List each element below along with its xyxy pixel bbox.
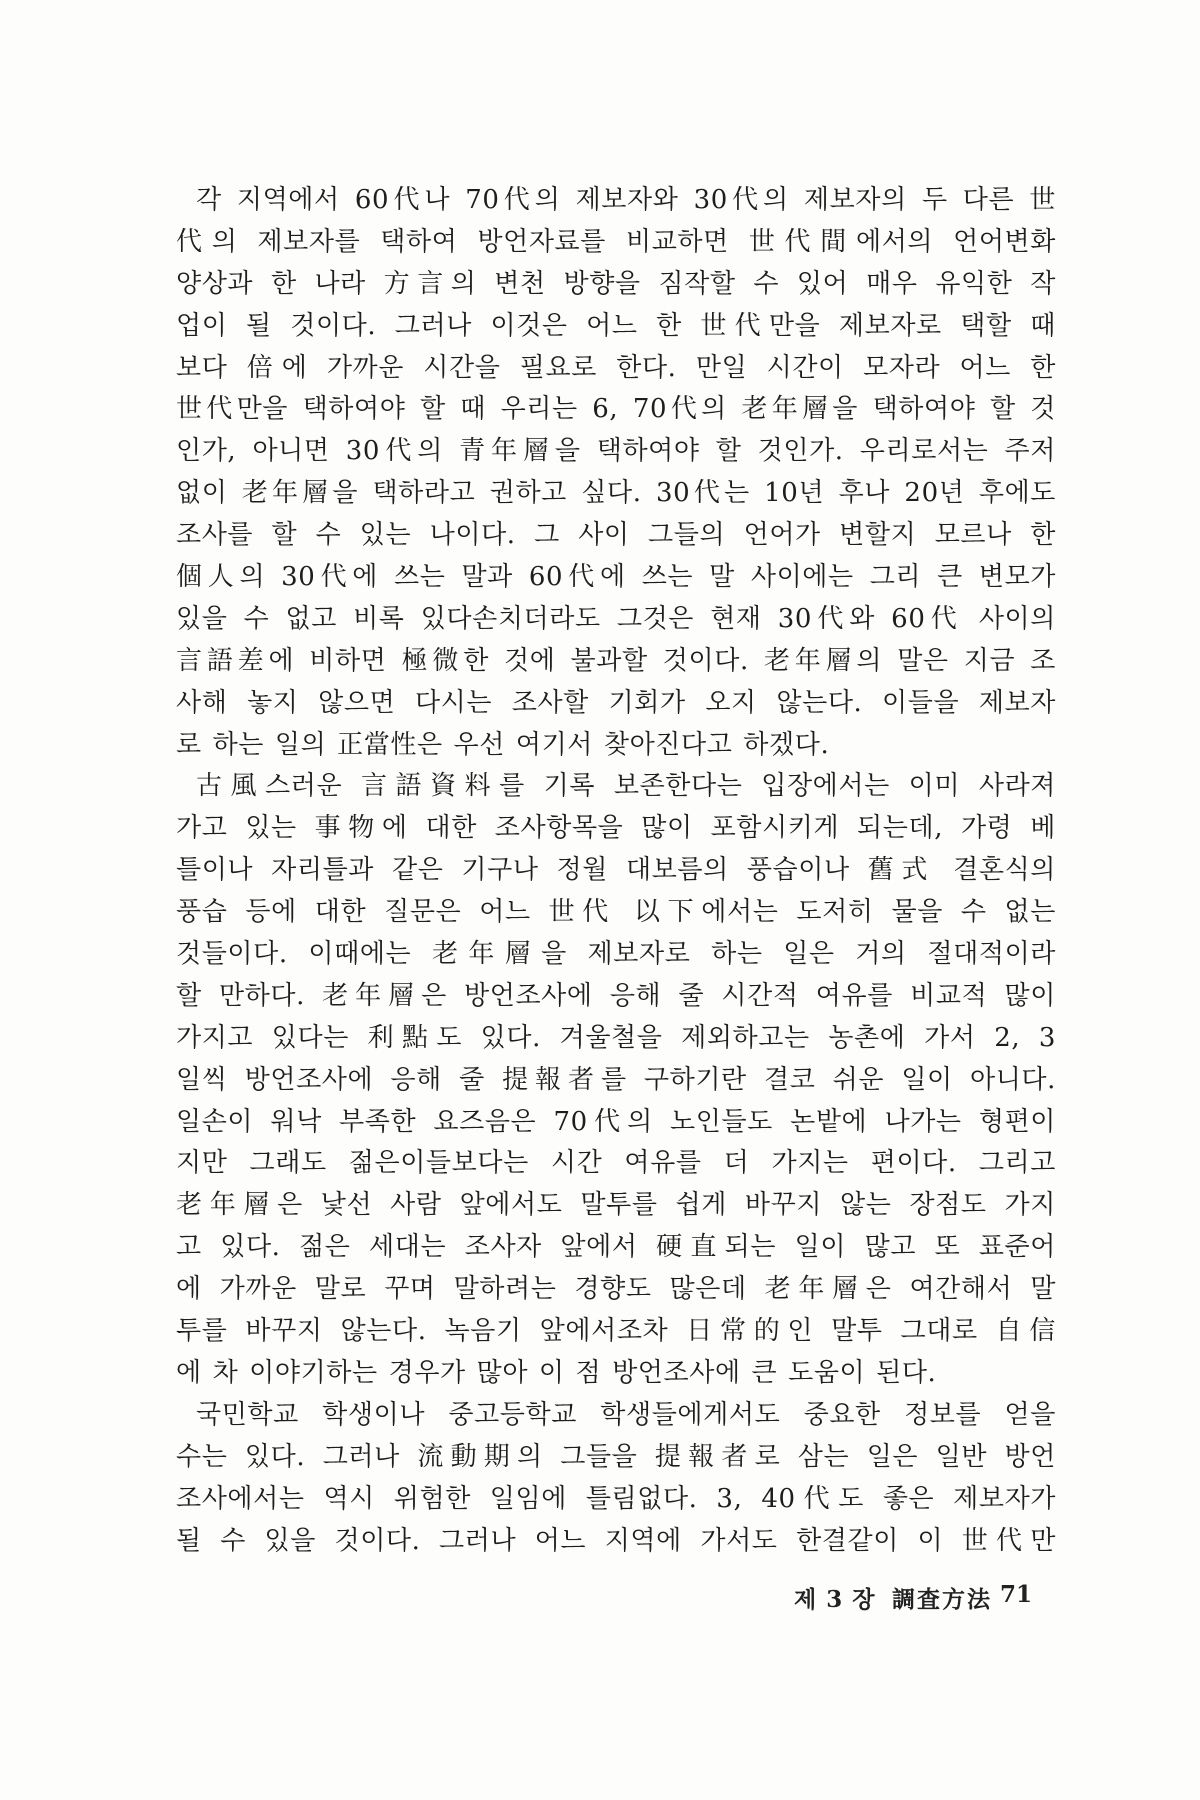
page-footer [0,1581,1200,1621]
text-line: 양상과 한 나라 方言의 변천 방향을 짐작할 수 있어 매우 유익한 작 [176,268,1056,299]
text-line: 조사에서는 역시 위험한 일임에 틀림없다. 3, 40代도 좋은 제보자가 [176,1483,1056,1514]
text-line: 老年層은 낯선 사람 앞에서도 말투를 쉽게 바꾸지 않는 장점도 가지 [176,1190,1056,1221]
text-line: 로 하는 일의 正當性은 우선 여기서 찾아진다고 하겠다. [176,729,830,760]
text-line: 될 수 있을 것이다. 그러나 어느 지역에 가서도 한결같이 이 世代만 [176,1525,1056,1556]
text-line: 지만 그래도 젊은이들보다는 시간 여유를 더 가지는 편이다. 그리고 [176,1148,1056,1179]
text-line: 個人의 30代에 쓰는 말과 60代에 쓰는 말 사이에는 그리 큰 변모가 [176,562,1056,593]
text-line: 世代만을 택하여야 할 때 우리는 6, 70代의 老年層을 택하여야 할 것 [176,394,1056,425]
text-line: 투를 바꾸지 않는다. 녹음기 앞에서조차 日常的인 말투 그대로 自信 [176,1316,1056,1347]
text-line: 조사를 할 수 있는 나이다. 그 사이 그들의 언어가 변할지 모르나 한 [176,520,1056,551]
text-line: 보다 倍에 가까운 시간을 필요로 한다. 만일 시간이 모자라 어느 한 [176,352,1056,383]
chapter-title: 調査方法 [892,1586,992,1613]
page-number: 71 [1000,1581,1033,1608]
text-line: 수는 있다. 그러나 流動期의 그들을 提報者로 삼는 일은 일반 방언 [176,1441,1056,1472]
text-line: 업이 될 것이다. 그러나 이것은 어느 한 世代만을 제보자로 택할 때 [176,310,1056,341]
text-line: 古風스러운 言語資料를 기록 보존한다는 입장에서는 이미 사라져 [196,771,1056,802]
text-line: 것들이다. 이때에는 老年層을 제보자로 하는 일은 거의 절대적이라 [176,939,1056,970]
text-line: 틀이나 자리틀과 같은 기구나 정월 대보름의 풍습이나 舊式 결혼식의 [176,855,1056,886]
text-line: 에 차 이야기하는 경우가 많아 이 점 방언조사에 큰 도움이 된다. [176,1357,937,1388]
text-line: 言語差에 비하면 極微한 것에 불과할 것이다. 老年層의 말은 지금 조 [176,645,1056,676]
text-line: 인가, 아니면 30代의 青年層을 택하여야 할 것인가. 우리로서는 주저 [176,436,1056,467]
text-line: 국민학교 학생이나 중고등학교 학생들에게서도 중요한 정보를 얻을 [196,1399,1056,1430]
body-text [176,180,1056,1562]
text-line: 고 있다. 젊은 세대는 조사자 앞에서 硬直되는 일이 많고 또 표준어 [176,1232,1056,1263]
chapter-label: 제 3 장 [794,1586,876,1613]
text-line: 일씩 방언조사에 응해 줄 提報者를 구하기란 결코 쉬운 일이 아니다. [176,1064,1056,1095]
text-line: 각 지역에서 60代나 70代의 제보자와 30代의 제보자의 두 다른 世 [196,185,1056,215]
text-line: 가고 있는 事物에 대한 조사항목을 많이 포함시키게 되는데, 가령 베 [176,813,1056,844]
text-line: 할 만하다. 老年層은 방언조사에 응해 줄 시간적 여유를 비교적 많이 [176,980,1056,1011]
text-line: 풍습 등에 대한 질문은 어느 世代 以下에서는 도저히 물을 수 없는 [176,897,1056,928]
text-line: 에 가까운 말로 꾸며 말하려는 경향도 많은데 老年層은 여간해서 말 [176,1274,1056,1305]
text-line: 없이 老年層을 택하라고 권하고 싶다. 30代는 10년 후나 20년 후에도 [176,478,1056,509]
text-line: 가지고 있다는 利點도 있다. 겨울철을 제외하고는 농촌에 가서 2, 3 [176,1022,1056,1053]
text-line: 代의 제보자를 택하여 방언자료를 비교하면 世代間에서의 언어변화 [176,226,1056,257]
text-line: 있을 수 없고 비록 있다손치더라도 그것은 현재 30代와 60代 사이의 [176,603,1056,634]
text-line: 사해 놓지 않으면 다시는 조사할 기회가 오지 않는다. 이들을 제보자 [176,687,1056,718]
text-line: 일손이 워낙 부족한 요즈음은 70代의 노인들도 논밭에 나가는 형편이 [176,1106,1056,1137]
